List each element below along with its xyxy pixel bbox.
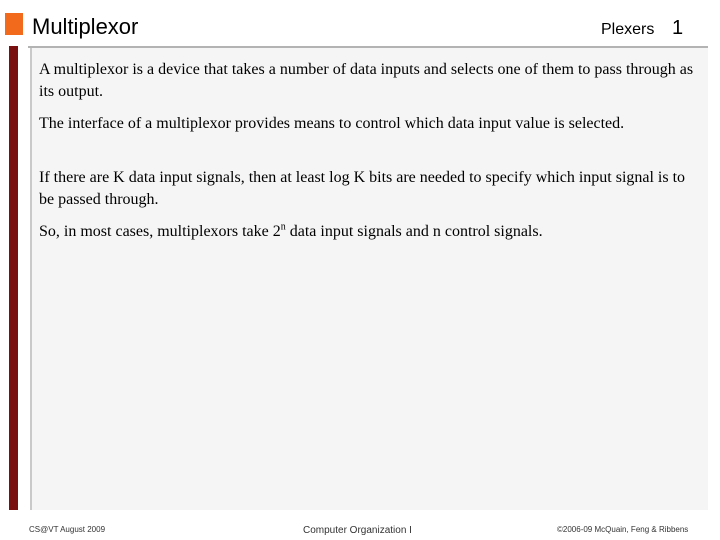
paragraph-signal-count-end: data input signals and n control signals. xyxy=(285,223,543,240)
footer-copyright: ©2006-09 McQuain, Feng & Ribbens xyxy=(557,525,689,534)
slide-title: Multiplexor xyxy=(32,14,139,39)
footer-course-date: CS@VT August 2009 xyxy=(29,525,106,534)
footer-course-title: Computer Organization I xyxy=(303,525,412,536)
orange-accent-square xyxy=(5,13,23,35)
page-number: 1 xyxy=(672,17,684,39)
paragraph-definition: A multiplexor is a device that takes a number of data inputs and selects one of them to pass through as its output. xyxy=(39,61,694,100)
exponent-n: n xyxy=(280,221,286,233)
paragraph-control-bits: If there are K data input signals, then at least log K bits are needed to specify which input signal is to be passed through. xyxy=(39,169,686,208)
paragraph-signal-count xyxy=(39,221,699,243)
paragraph-signal-count-start: So, in most cases, multiplexors take 2 xyxy=(39,223,281,240)
paragraph-interface: The interface of a multiplexor provides means to control which data input value is selected. xyxy=(39,115,625,132)
slide-topic: Plexers xyxy=(601,21,655,38)
left-accent-bar xyxy=(9,46,18,510)
